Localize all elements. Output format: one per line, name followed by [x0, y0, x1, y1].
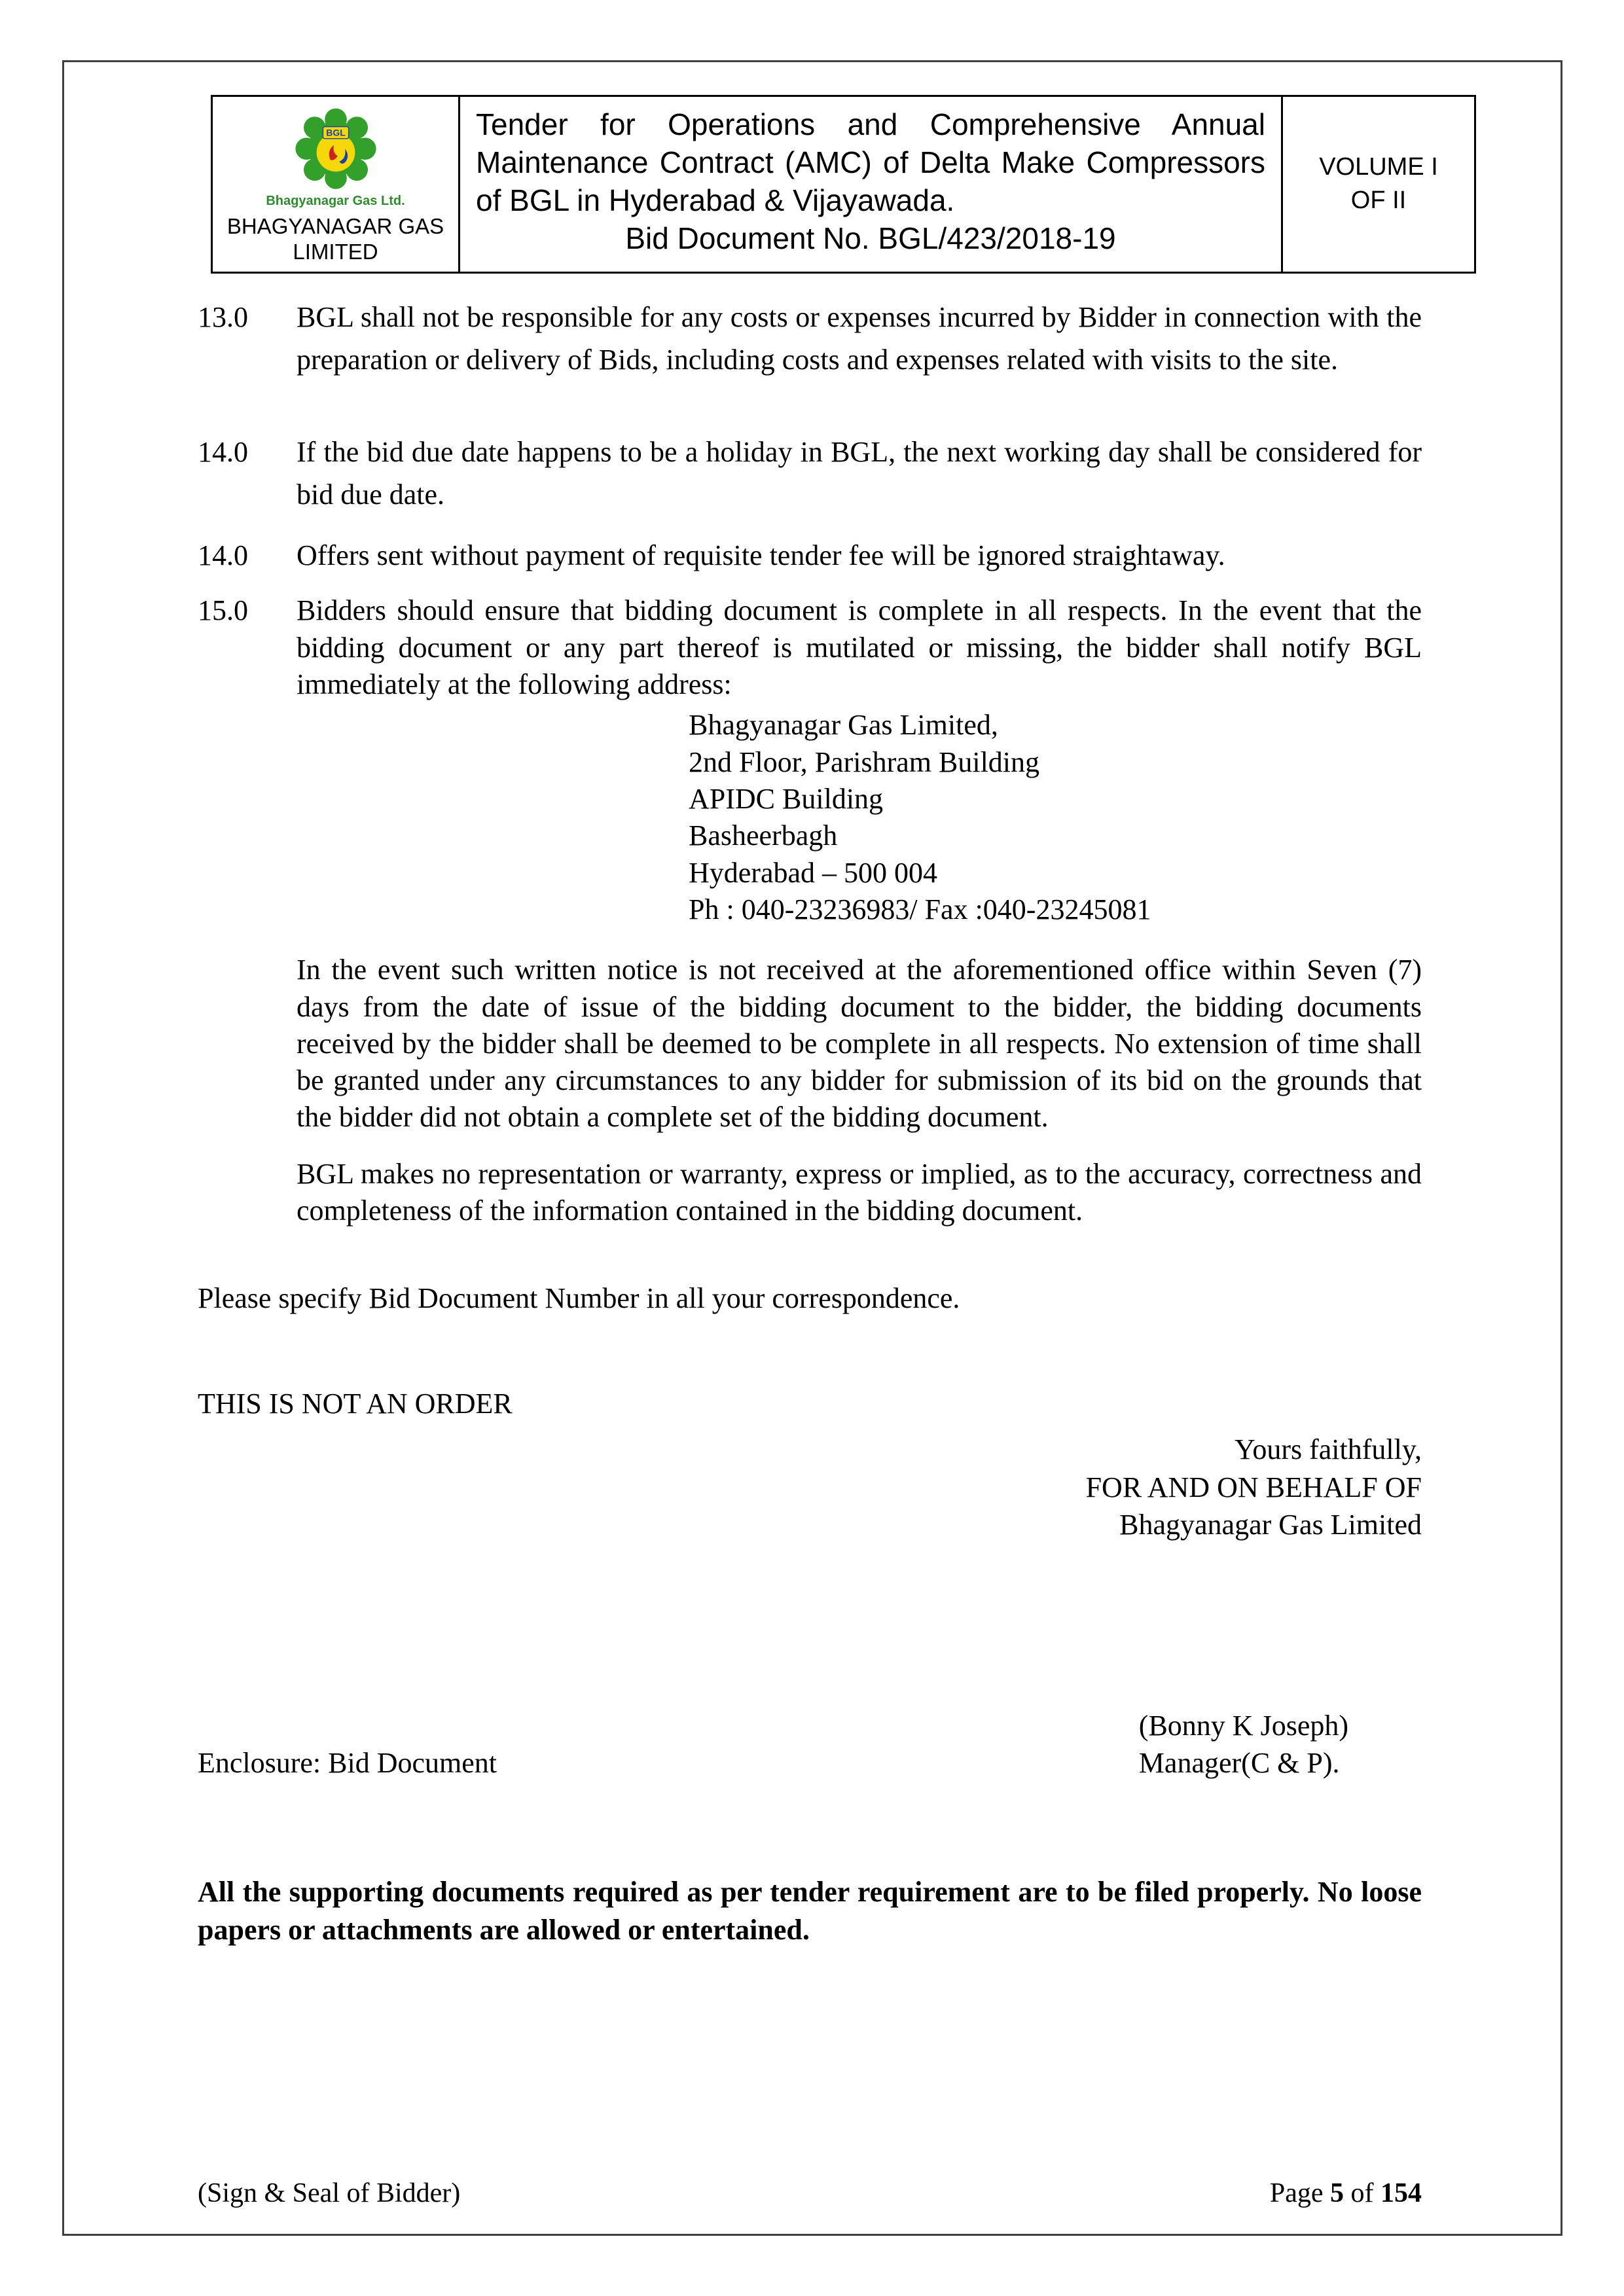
clause-14a: [198, 431, 1422, 516]
clause-text: If the bid due date happens to be a holiday in BGL, the next working day shall be considered for bid due date.: [297, 436, 1422, 511]
address-line: Basheerbagh: [689, 819, 838, 852]
document-header: [211, 95, 1476, 274]
closing-block: [198, 1431, 1422, 1543]
org-name: [227, 214, 444, 265]
signatory-block: [1139, 1707, 1348, 1782]
volume-line2: OF II: [1350, 187, 1407, 215]
clause-14b: [198, 534, 1422, 577]
for-and-on-behalf: FOR AND ON BEHALF OF: [1085, 1471, 1422, 1503]
please-specify-line: Please specify Bid Document Number in all your correspondence.: [198, 1282, 960, 1315]
signatory-name: (Bonny K Joseph): [1138, 1709, 1348, 1742]
logo-caption: Bhagyanagar Gas Ltd.: [266, 194, 405, 208]
not-an-order-line: THIS IS NOT AN ORDER: [198, 1388, 513, 1420]
clause-number: 14.0: [198, 436, 248, 469]
clause-number: 13.0: [198, 300, 248, 333]
page-border: [62, 60, 1562, 2236]
clause-13: [198, 296, 1422, 381]
enclosure-line: Enclosure: Bid Document: [198, 1747, 497, 1780]
header-title-cell: [460, 97, 1283, 272]
clause-text: BGL shall not be responsible for any costs or expenses incurred by Bidder in connection with the preparation or delivery of Bids, including costs and expenses related with visits to the site.: [297, 300, 1422, 376]
address-line: 2nd Floor, Parishram Building: [689, 745, 1040, 778]
clause-text: Offers sent without payment of requisite tender fee will be ignored straightaway.: [297, 539, 1225, 572]
header-volume-cell: [1283, 97, 1474, 272]
org-name-line2: LIMITED: [293, 239, 378, 264]
page-number-indicator: [1270, 2178, 1422, 2209]
header-logo-cell: [213, 97, 460, 272]
clause-15: [198, 592, 1422, 703]
signatory-title: Manager(C & P).: [1138, 1747, 1340, 1780]
address-line: Bhagyanagar Gas Limited,: [689, 709, 998, 742]
of-word: of: [1350, 2178, 1374, 2208]
closing-company: Bhagyanagar Gas Limited: [1119, 1508, 1422, 1541]
bgl-logo-icon: [287, 105, 385, 196]
address-line: Ph : 040-23236983/ Fax :040-23245081: [689, 893, 1151, 925]
document-body: [198, 296, 1422, 1948]
notify-address: [689, 707, 1422, 928]
supporting-documents-note: All the supporting documents required as per tender requirement are to be filed properly. No loose papers or attachments are allowed or entertained.: [198, 1876, 1422, 1946]
paragraph-written-notice: In the event such written notice is not received at the aforementioned office within Seven (7) days from the date of issue of the bidding document to the bidder, the bidding documents received by the bidder shall be deemed to be complete in all respects. No extension of time shall be granted under any circumstances to any bidder for submission of its bid on the grounds that the bidder did not obtain a complete set of the bidding document.: [297, 954, 1422, 1134]
clause-text: Bidders should ensure that bidding document is complete in all respects. In the event that the bidding document or any part thereof is mutilated or missing, the bidder shall notify BGL immediately at the following address:: [297, 594, 1422, 701]
page-current: 5: [1330, 2178, 1344, 2208]
signature-row: [198, 1707, 1422, 1782]
address-line: Hyderabad – 500 004: [689, 856, 938, 889]
volume-line1: VOLUME I: [1319, 153, 1438, 181]
page-total: 154: [1380, 2178, 1422, 2208]
sign-seal-label: (Sign & Seal of Bidder): [198, 2178, 461, 2208]
page-word: Page: [1269, 2178, 1324, 2208]
logo-badge-text: BGL: [325, 127, 346, 138]
bid-document-number: Bid Document No. BGL/423/2018-19: [625, 221, 1116, 255]
clause-number: 14.0: [198, 539, 248, 572]
page-footer: [198, 2178, 1422, 2209]
clause-number: 15.0: [198, 594, 248, 627]
paragraph-no-warranty: BGL makes no representation or warranty, express or implied, as to the accuracy, correctness and completeness of the information contained in the bidding document.: [297, 1157, 1422, 1227]
address-line: APIDC Building: [689, 782, 884, 815]
tender-title: Tender for Operations and Comprehensive Annual Maintenance Contract (AMC) of Delta Make Compressors of BGL in Hyderabad & Vijayawada.: [476, 107, 1265, 217]
org-name-line1: BHAGYANAGAR GAS: [226, 214, 444, 238]
yours-faithfully: Yours faithfully,: [1234, 1433, 1422, 1466]
